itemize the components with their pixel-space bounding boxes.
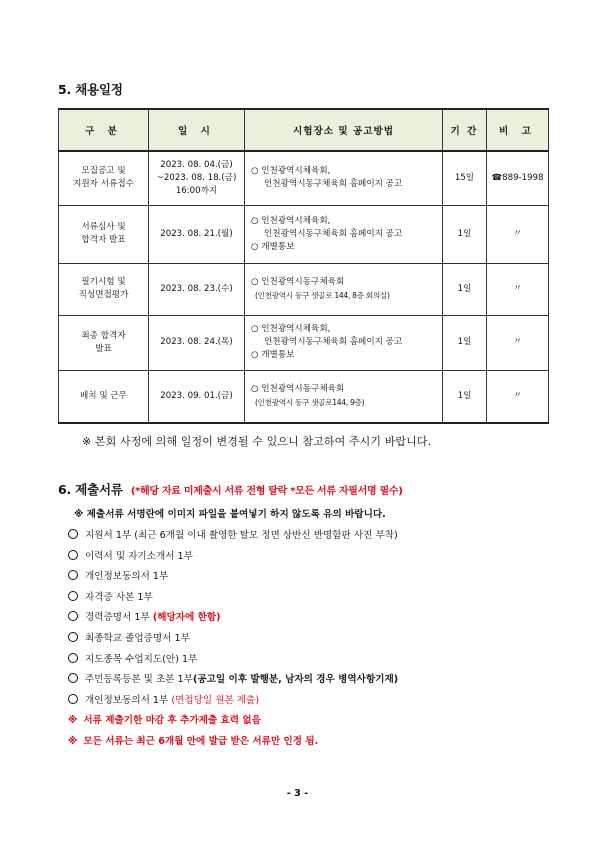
cell-method: ○ 인천광역시체육회, 인천광역시동구체육회 홈페이지 공고 ○ 개별통보 xyxy=(245,205,443,263)
cell-remark: 〃 xyxy=(487,263,549,315)
cell-method: ○ 인천광역시동구체육회 (인천광역시 동구 샛골로144, 9층) xyxy=(245,370,443,423)
cell-remark: 〃 xyxy=(487,315,549,370)
cell-remark: ☎889-1998 xyxy=(487,151,549,205)
table-header-row xyxy=(59,109,549,151)
cell-period: 1일 xyxy=(443,315,487,370)
table-row xyxy=(59,315,549,370)
cell-period: 1일 xyxy=(443,370,487,423)
cell-date: 2023. 08. 21.(월) xyxy=(149,205,245,263)
header-period: 기 간 xyxy=(443,109,487,151)
cell-category: 서류심사 및 합격자 발표 xyxy=(59,205,149,263)
circle-bullet-icon xyxy=(68,570,78,580)
cell-date: 2023. 08. 24.(목) xyxy=(149,315,245,370)
list-item: 지도종목 수업지도(안) 1부 xyxy=(68,650,398,671)
cell-category: 최종 합격자 발표 xyxy=(59,315,149,370)
header-method: 시험장소 및 공고방법 xyxy=(245,109,443,151)
header-date: 일 시 xyxy=(149,109,245,151)
cell-method: ○ 인천광역시체육회, 인천광역시동구체육회 홈페이지 공고 xyxy=(245,151,443,205)
circle-bullet-icon xyxy=(68,550,78,560)
page-number: - 3 - xyxy=(286,788,309,799)
cell-remark: 〃 xyxy=(487,205,549,263)
cell-method: ○ 인천광역시동구체육회 (인천광역시 동구 샛골로 144, 8층 회의실) xyxy=(245,263,443,315)
cell-method: ○ 인천광역시체육회, 인천광역시동구체육회 홈페이지 공고 ○ 개별통보 xyxy=(245,315,443,370)
documents-title-note: (*해당 자료 미제출시 서류 전형 탈락 *모든 서류 자필서명 필수) xyxy=(130,486,403,497)
circle-bullet-icon xyxy=(68,632,78,642)
section-title-schedule: 5. 채용일정 xyxy=(58,82,123,97)
circle-bullet-icon xyxy=(68,653,78,663)
header-remark: 비 고 xyxy=(487,109,549,151)
list-item-warning: ※ 모든 서류는 최근 6개월 안에 발급 받은 서류만 인정 됨. xyxy=(68,735,319,747)
schedule-table xyxy=(58,108,549,424)
cell-period: 15일 xyxy=(443,151,487,205)
reference-mark-icon: ※ xyxy=(68,715,78,727)
list-item: 최종학교 졸업증명서 1부 xyxy=(68,629,398,650)
document-list xyxy=(68,526,398,753)
list-item: 경력증명서 1부 (해당자에 한함) xyxy=(68,608,398,629)
cell-date: 2023. 08. 04.(금) ~2023. 08. 18.(금) 16:00까지 xyxy=(149,151,245,205)
documents-title-text: 6. 제출서류 xyxy=(58,482,123,497)
cell-period: 1일 xyxy=(443,263,487,315)
schedule-change-notice: ※ 본회 사정에 의해 일정이 변경될 수 있으니 참고하여 주시기 바랍니다. xyxy=(82,435,432,448)
cell-remark: 〃 xyxy=(487,370,549,423)
reference-mark-icon: ※ xyxy=(68,735,78,747)
header-category: 구 분 xyxy=(59,109,149,151)
table-row xyxy=(59,205,549,263)
table-row xyxy=(59,151,549,205)
list-item-warning: ※ 서류 제출기한 마감 후 추가제출 효력 없음 xyxy=(68,715,261,727)
list-item: 지원서 1부 (최근 6개월 이내 촬영한 탈모 정면 상반신 반명함판 사진 부착) xyxy=(68,526,398,547)
table-row xyxy=(59,370,549,423)
cell-category: 필기시험 및 직성면접평가 xyxy=(59,263,149,315)
cell-category: 배치 및 근무 xyxy=(59,370,149,423)
section-title-documents xyxy=(58,480,403,498)
cell-date: 2023. 08. 23.(수) xyxy=(149,263,245,315)
table-row xyxy=(59,263,549,315)
circle-bullet-icon xyxy=(68,694,78,704)
circle-bullet-icon xyxy=(68,529,78,539)
list-item: 이력서 및 자기소개서 1부 xyxy=(68,547,398,568)
circle-bullet-icon xyxy=(68,673,78,683)
signature-warning: ※ 제출서류 서명란에 이미지 파일을 붙여넣기 하지 않도록 유의 바랍니다. xyxy=(74,509,386,520)
circle-bullet-icon xyxy=(68,611,78,621)
cell-date: 2023. 09. 01.(금) xyxy=(149,370,245,423)
circle-bullet-icon xyxy=(68,591,78,601)
cell-period: 1일 xyxy=(443,205,487,263)
list-item: 개인정보동의서 1부 (면접당일 원본 제출) xyxy=(68,691,398,712)
cell-category: 모집공고 및 지원자 서류접수 xyxy=(59,151,149,205)
list-item: 주민등록등본 및 초본 1부(공고일 이후 발행분, 남자의 경우 병역사항기재) xyxy=(68,670,398,691)
list-item: 자격증 사본 1부 xyxy=(68,588,398,609)
list-item: 개인정보동의서 1부 xyxy=(68,567,398,588)
